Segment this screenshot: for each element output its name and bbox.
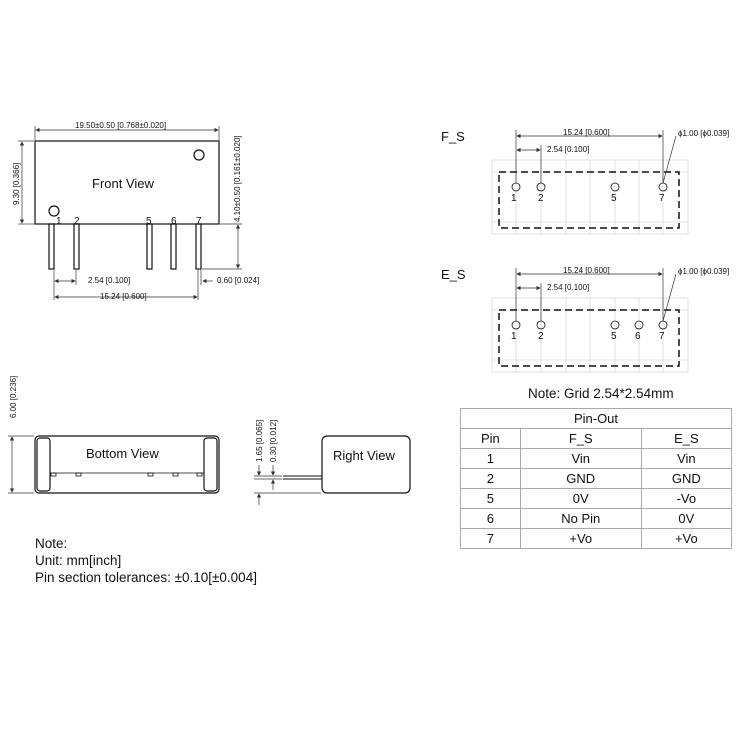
front-view-label: Front View (92, 176, 154, 191)
front-pin-2 (74, 224, 79, 269)
orientation-mark-icon (194, 150, 204, 160)
front-pin-number: 7 (196, 216, 202, 227)
dim-pitch: 2.54 [0.100] (88, 276, 131, 285)
bottom-view (35, 436, 219, 493)
front-pin-number: 1 (56, 216, 62, 227)
dim-width: 19.50±0.50 [0.768±0.020] (75, 121, 167, 130)
table-cell: GND (520, 469, 641, 489)
fs-footprint-label: F_S (441, 129, 465, 144)
right-view-dimensions (254, 465, 321, 505)
table-cell: No Pin (520, 509, 641, 529)
fs-dim-span: 15.24 [0.600] (563, 128, 610, 137)
notes-unit: Unit: mm[inch] (35, 553, 122, 568)
pinout-title: Pin-Out (461, 409, 732, 429)
grid-note: Note: Grid 2.54*2.54mm (528, 386, 674, 401)
notes-block (35, 535, 257, 586)
pinout-table (460, 408, 732, 549)
front-pin-5 (147, 224, 152, 269)
dim-pin-thickness: 0.30 [0.012] (269, 419, 278, 462)
es-pin-number: 5 (611, 331, 617, 342)
fs-pin-number: 2 (538, 193, 544, 204)
es-holes (512, 321, 667, 329)
pinout-header-cell: F_S (520, 429, 641, 449)
table-row (461, 449, 732, 469)
fs-pin-number: 1 (511, 193, 517, 204)
es-outline (499, 310, 679, 366)
table-cell: 6 (461, 509, 521, 529)
fs-pin-number: 7 (659, 193, 665, 204)
fs-holes (512, 183, 667, 191)
fs-dim-hole: ϕ1.00 [ϕ0.039] (678, 129, 730, 138)
fs-outline (499, 172, 679, 228)
es-pin-number: 6 (635, 331, 641, 342)
dim-height: 9.30 [0.366] (12, 162, 21, 205)
dim-pin-length: 4.10±0.50 [0.161±0.020] (233, 135, 242, 222)
right-view-body (322, 436, 410, 493)
front-pin-numbers (56, 216, 202, 227)
table-cell: Vin (520, 449, 641, 469)
table-cell: 5 (461, 489, 521, 509)
front-pin-number: 2 (74, 216, 80, 227)
pin1-mark-icon (49, 206, 59, 216)
dim-pin-width: 0.60 [0.024] (217, 276, 260, 285)
table-row (461, 529, 732, 549)
pinout-header-cell: E_S (641, 429, 731, 449)
table-cell: GND (641, 469, 731, 489)
pinout-header-row (461, 429, 732, 449)
es-pin-number: 1 (511, 331, 517, 342)
dim-standoff: 1.65 [0.065] (255, 419, 264, 462)
dim-depth: 6.00 [0.236] (9, 375, 18, 418)
front-view (35, 141, 219, 269)
bottom-view-label: Bottom View (86, 446, 159, 461)
table-row (461, 489, 732, 509)
fs-pin-number: 5 (611, 193, 617, 204)
table-cell: 0V (520, 489, 641, 509)
table-cell: +Vo (641, 529, 731, 549)
front-view-dimensions (18, 126, 242, 300)
front-pin-number: 6 (171, 216, 177, 227)
table-cell: 0V (641, 509, 731, 529)
table-cell: 2 (461, 469, 521, 489)
fs-dimensions (516, 130, 676, 183)
bottom-view-dimensions (8, 436, 34, 493)
es-dim-pitch: 2.54 [0.100] (547, 283, 590, 292)
table-row (461, 469, 732, 489)
pinout-title-row (461, 409, 732, 429)
front-pin-1 (49, 224, 54, 269)
table-cell: Vin (641, 449, 731, 469)
notes-title: Note: (35, 536, 68, 551)
front-pin-number: 5 (146, 216, 152, 227)
table-cell: -Vo (641, 489, 731, 509)
dim-span: 15.24 [0.600] (100, 292, 147, 301)
es-footprint-label: E_S (441, 267, 466, 282)
bottom-view-body (35, 436, 219, 493)
front-pin-7 (196, 224, 201, 269)
right-view (283, 436, 410, 493)
right-view-label: Right View (333, 448, 395, 463)
front-pin-6 (171, 224, 176, 269)
table-cell: 1 (461, 449, 521, 469)
es-dim-hole: ϕ1.00 [ϕ0.039] (678, 267, 730, 276)
es-dim-span: 15.24 [0.600] (563, 266, 610, 275)
table-cell: 7 (461, 529, 521, 549)
es-dimensions (516, 268, 676, 321)
notes-tolerance: Pin section tolerances: ±0.10[±0.004] (35, 570, 257, 585)
es-pin-number: 2 (538, 331, 544, 342)
es-pin-number: 7 (659, 331, 665, 342)
table-row (461, 509, 732, 529)
pinout-header-cell: Pin (461, 429, 521, 449)
fs-dim-pitch: 2.54 [0.100] (547, 145, 590, 154)
table-cell: +Vo (520, 529, 641, 549)
